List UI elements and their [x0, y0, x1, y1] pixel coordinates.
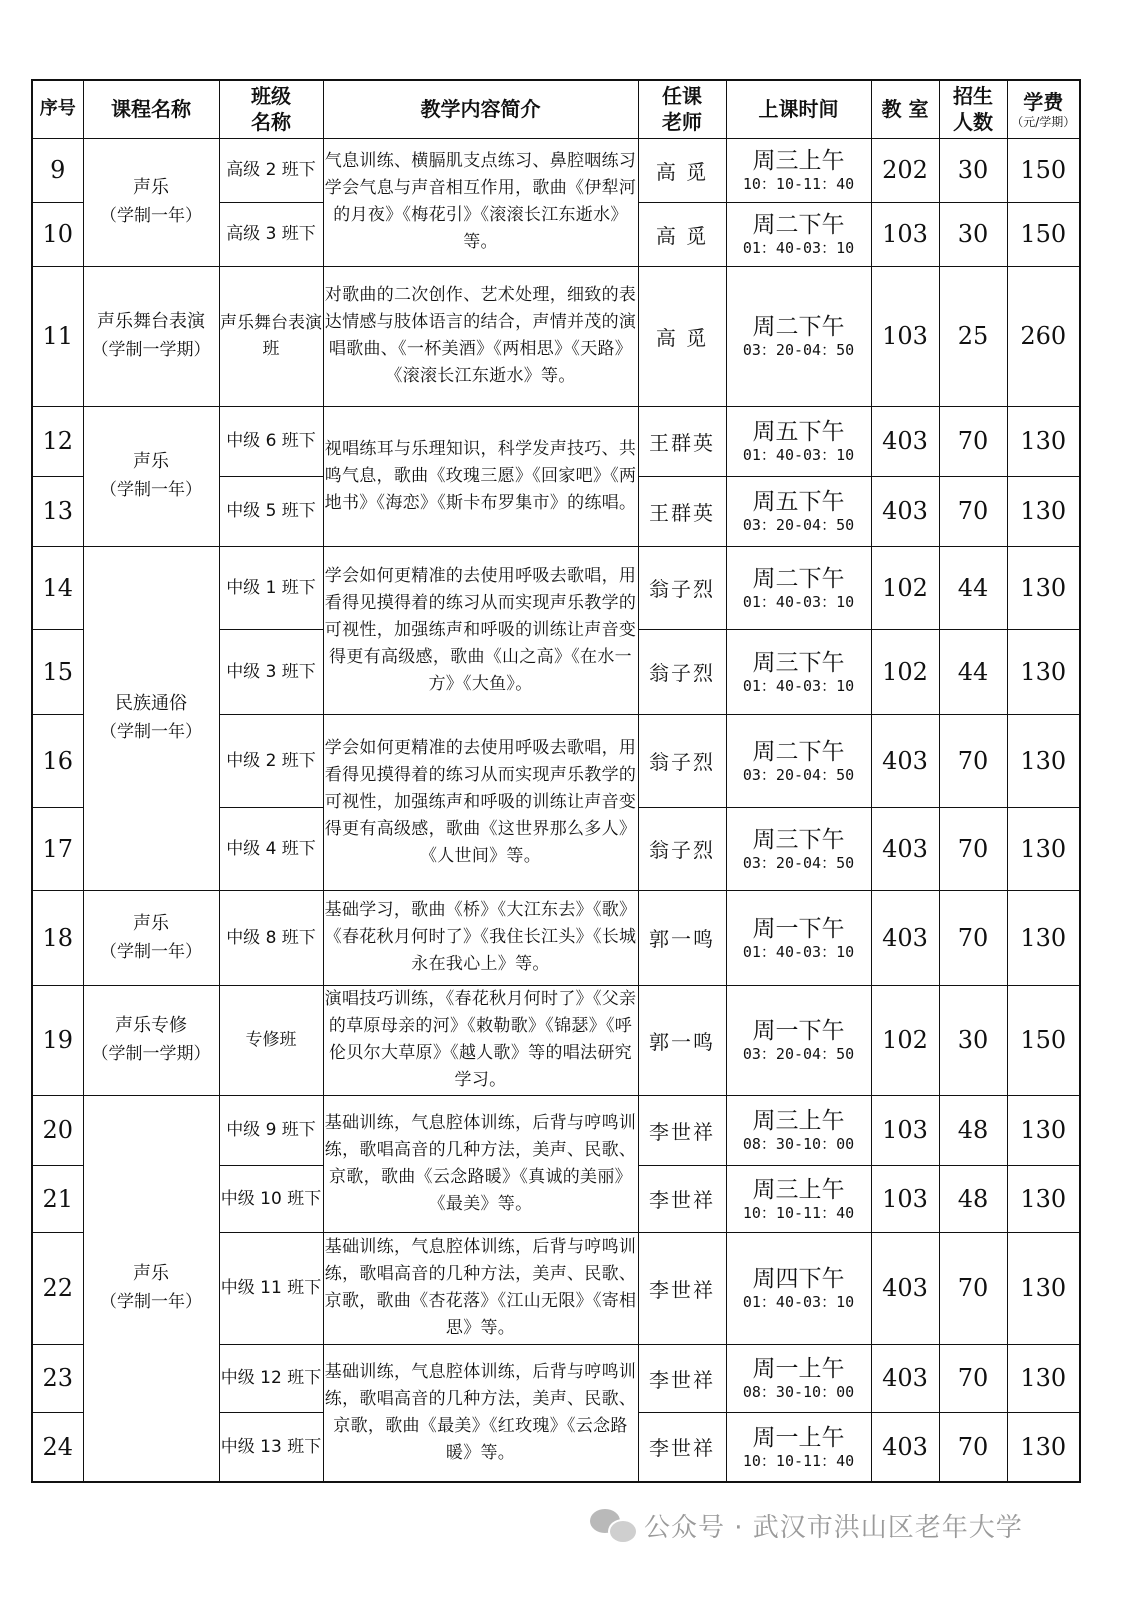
- teacher-name: 郭一鸣: [638, 985, 726, 1095]
- class-name: 中级 13 班下: [219, 1412, 323, 1482]
- course-description: 学会如何更精准的去使用呼吸去歌唱，用看得见摸得着的练习从而实现声乐教学的可视性，加强练声和呼吸的训练让声音变得更有高级感，歌曲《山之高》《在水一方》《大鱼》。: [323, 546, 638, 714]
- class-time: 周一上午 08：30-10：00: [726, 1344, 871, 1412]
- teacher-name: 郭一鸣: [638, 890, 726, 985]
- table-row: [32, 985, 1080, 1095]
- class-time: 周三上午 10：10-11：40: [726, 1165, 871, 1232]
- enrollment-capacity: 70: [939, 1412, 1007, 1482]
- room-number: 103: [871, 202, 939, 266]
- enrollment-capacity: 70: [939, 714, 1007, 807]
- teacher-name: 高 觅: [638, 138, 726, 202]
- row-number: 21: [32, 1165, 83, 1232]
- table-row: [32, 266, 1080, 406]
- row-number: 12: [32, 406, 83, 476]
- class-time: 周五下午 01：40-03：10: [726, 406, 871, 476]
- table-row: [32, 138, 1080, 202]
- row-number: 9: [32, 138, 83, 202]
- wechat-icon: [590, 1507, 636, 1543]
- header-room: 教 室: [871, 80, 939, 138]
- tuition-fee: 130: [1007, 714, 1080, 807]
- row-number: 10: [32, 202, 83, 266]
- class-name: 中级 10 班下: [219, 1165, 323, 1232]
- tuition-fee: 150: [1007, 202, 1080, 266]
- course-description: 基础学习，歌曲《桥》《大江东去》《歌》《春花秋月何时了》《我住长江头》《长城永在我心上》等。: [323, 890, 638, 985]
- class-name: 中级 3 班下: [219, 629, 323, 714]
- tuition-fee: 130: [1007, 1232, 1080, 1344]
- watermark-text: 公众号 · 武汉市洪山区老年大学: [644, 1512, 1023, 1543]
- class-time: 周三下午 03：20-04：50: [726, 807, 871, 890]
- teacher-name: 李世祥: [638, 1165, 726, 1232]
- class-time: 周五下午 03：20-04：50: [726, 476, 871, 546]
- class-time: 周四下午 01：40-03：10: [726, 1232, 871, 1344]
- room-number: 103: [871, 266, 939, 406]
- course-name: 声乐 （学制一年）: [83, 138, 219, 266]
- room-number: 103: [871, 1095, 939, 1165]
- class-name: 中级 8 班下: [219, 890, 323, 985]
- enrollment-capacity: 30: [939, 985, 1007, 1095]
- row-number: 11: [32, 266, 83, 406]
- table-row: [32, 890, 1080, 985]
- tuition-fee: 150: [1007, 985, 1080, 1095]
- course-description: 基础训练，气息腔体训练，后背与哼鸣训练，歌唱高音的几种方法，美声、民歌、京歌，歌曲《最美》《红玫瑰》《云念路暖》等。: [323, 1344, 638, 1482]
- table-row: [32, 1095, 1080, 1165]
- enrollment-capacity: 70: [939, 406, 1007, 476]
- course-description: 学会如何更精准的去使用呼吸去歌唱，用看得见摸得着的练习从而实现声乐教学的可视性，加强练声和呼吸的训练让声音变得更有高级感，歌曲《这世界那么多人》《人世间》等。: [323, 714, 638, 890]
- class-name: 中级 6 班下: [219, 406, 323, 476]
- class-name: 专修班: [219, 985, 323, 1095]
- enrollment-capacity: 30: [939, 138, 1007, 202]
- class-time: 周二下午 03：20-04：50: [726, 714, 871, 807]
- header-course: 课程名称: [83, 80, 219, 138]
- tuition-fee: 130: [1007, 546, 1080, 629]
- tuition-fee: 260: [1007, 266, 1080, 406]
- tuition-fee: 130: [1007, 629, 1080, 714]
- class-time: 周二下午 03：20-04：50: [726, 266, 871, 406]
- row-number: 17: [32, 807, 83, 890]
- room-number: 403: [871, 1344, 939, 1412]
- tuition-fee: 130: [1007, 807, 1080, 890]
- tuition-fee: 130: [1007, 1344, 1080, 1412]
- course-table: [31, 79, 1081, 1483]
- course-name: 民族通俗 （学制一年）: [83, 546, 219, 890]
- watermark: [590, 1503, 1023, 1547]
- room-number: 102: [871, 546, 939, 629]
- row-number: 22: [32, 1232, 83, 1344]
- room-number: 403: [871, 714, 939, 807]
- enrollment-capacity: 70: [939, 807, 1007, 890]
- class-name: 中级 1 班下: [219, 546, 323, 629]
- row-number: 13: [32, 476, 83, 546]
- class-time: 周二下午 01：40-03：10: [726, 202, 871, 266]
- room-number: 403: [871, 807, 939, 890]
- course-name: 声乐舞台表演 （学制一学期）: [83, 266, 219, 406]
- class-name: 中级 12 班下: [219, 1344, 323, 1412]
- enrollment-capacity: 70: [939, 1344, 1007, 1412]
- class-name: 高级 2 班下: [219, 138, 323, 202]
- class-time: 周二下午 01：40-03：10: [726, 546, 871, 629]
- teacher-name: 李世祥: [638, 1232, 726, 1344]
- room-number: 403: [871, 1232, 939, 1344]
- table-row: [32, 546, 1080, 629]
- course-description: 基础训练，气息腔体训练，后背与哼鸣训练，歌唱高音的几种方法，美声、民歌、京歌，歌曲《云念路暖》《真诚的美丽》《最美》等。: [323, 1095, 638, 1232]
- teacher-name: 翁子烈: [638, 546, 726, 629]
- teacher-name: 李世祥: [638, 1095, 726, 1165]
- teacher-name: 李世祥: [638, 1412, 726, 1482]
- class-time: 周三下午 01：40-03：10: [726, 629, 871, 714]
- class-name: 中级 9 班下: [219, 1095, 323, 1165]
- room-number: 103: [871, 1165, 939, 1232]
- course-name: 声乐 （学制一年）: [83, 406, 219, 546]
- row-number: 20: [32, 1095, 83, 1165]
- enrollment-capacity: 44: [939, 629, 1007, 714]
- course-description: 对歌曲的二次创作、艺术处理，细致的表达情感与肢体语言的结合，声情并茂的演唱歌曲、《一杯美酒》《两相思》《天路》《滚滚长江东逝水》等。: [323, 266, 638, 406]
- course-name: 声乐 （学制一年）: [83, 1095, 219, 1482]
- room-number: 403: [871, 1412, 939, 1482]
- enrollment-capacity: 30: [939, 202, 1007, 266]
- header-seq: 序号: [32, 80, 83, 138]
- tuition-fee: 130: [1007, 1165, 1080, 1232]
- tuition-fee: 130: [1007, 1412, 1080, 1482]
- enrollment-capacity: 48: [939, 1165, 1007, 1232]
- class-time: 周一下午 03：20-04：50: [726, 985, 871, 1095]
- teacher-name: 翁子烈: [638, 714, 726, 807]
- teacher-name: 王群英: [638, 406, 726, 476]
- class-time: 周一下午 01：40-03：10: [726, 890, 871, 985]
- tuition-fee: 130: [1007, 890, 1080, 985]
- header-fee: 学费 （元/学期）: [1007, 80, 1080, 138]
- row-number: 18: [32, 890, 83, 985]
- class-name: 声乐舞台表演班: [219, 266, 323, 406]
- class-name: 中级 4 班下: [219, 807, 323, 890]
- class-name: 中级 2 班下: [219, 714, 323, 807]
- class-name: 中级 5 班下: [219, 476, 323, 546]
- course-name: 声乐 （学制一年）: [83, 890, 219, 985]
- row-number: 16: [32, 714, 83, 807]
- tuition-fee: 130: [1007, 406, 1080, 476]
- course-name: 声乐专修 （学制一学期）: [83, 985, 219, 1095]
- enrollment-capacity: 70: [939, 890, 1007, 985]
- enrollment-capacity: 48: [939, 1095, 1007, 1165]
- tuition-fee: 150: [1007, 138, 1080, 202]
- header-time: 上课时间: [726, 80, 871, 138]
- class-name: 高级 3 班下: [219, 202, 323, 266]
- teacher-name: 翁子烈: [638, 807, 726, 890]
- enrollment-capacity: 44: [939, 546, 1007, 629]
- room-number: 403: [871, 476, 939, 546]
- row-number: 14: [32, 546, 83, 629]
- course-description: 演唱技巧训练，《春花秋月何时了》《父亲的草原母亲的河》《敕勒歌》《锦瑟》《呼伦贝尔大草原》《越人歌》等的唱法研究学习。: [323, 985, 638, 1095]
- tuition-fee: 130: [1007, 1095, 1080, 1165]
- room-number: 202: [871, 138, 939, 202]
- course-description: 基础训练，气息腔体训练，后背与哼鸣训练，歌唱高音的几种方法，美声、民歌、京歌，歌曲《杏花落》《江山无限》《寄相思》等。: [323, 1232, 638, 1344]
- teacher-name: 翁子烈: [638, 629, 726, 714]
- room-number: 102: [871, 629, 939, 714]
- tuition-fee: 130: [1007, 476, 1080, 546]
- enrollment-capacity: 25: [939, 266, 1007, 406]
- row-number: 23: [32, 1344, 83, 1412]
- teacher-name: 高 觅: [638, 266, 726, 406]
- header-desc: 教学内容简介: [323, 80, 638, 138]
- class-time: 周三上午 10：10-11：40: [726, 138, 871, 202]
- enrollment-capacity: 70: [939, 476, 1007, 546]
- header-row: [32, 80, 1080, 138]
- row-number: 19: [32, 985, 83, 1095]
- teacher-name: 高 觅: [638, 202, 726, 266]
- row-number: 15: [32, 629, 83, 714]
- room-number: 403: [871, 406, 939, 476]
- class-time: 周三上午 08：30-10：00: [726, 1095, 871, 1165]
- header-cap: 招生 人数: [939, 80, 1007, 138]
- row-number: 24: [32, 1412, 83, 1482]
- room-number: 403: [871, 890, 939, 985]
- room-number: 102: [871, 985, 939, 1095]
- table-row: [32, 406, 1080, 476]
- header-class: 班级 名称: [219, 80, 323, 138]
- enrollment-capacity: 70: [939, 1232, 1007, 1344]
- class-time: 周一上午 10：10-11：40: [726, 1412, 871, 1482]
- teacher-name: 李世祥: [638, 1344, 726, 1412]
- class-name: 中级 11 班下: [219, 1232, 323, 1344]
- course-description: 视唱练耳与乐理知识，科学发声技巧、共鸣气息，歌曲《玫瑰三愿》《回家吧》《两地书》《海恋》《斯卡布罗集市》的练唱。: [323, 406, 638, 546]
- header-teacher: 任课 老师: [638, 80, 726, 138]
- course-description: 气息训练、横膈肌支点练习、鼻腔咽练习 学会气息与声音相互作用，歌曲《伊犁河的月夜》《梅花引》《滚滚长江东逝水》等。: [323, 138, 638, 266]
- teacher-name: 王群英: [638, 476, 726, 546]
